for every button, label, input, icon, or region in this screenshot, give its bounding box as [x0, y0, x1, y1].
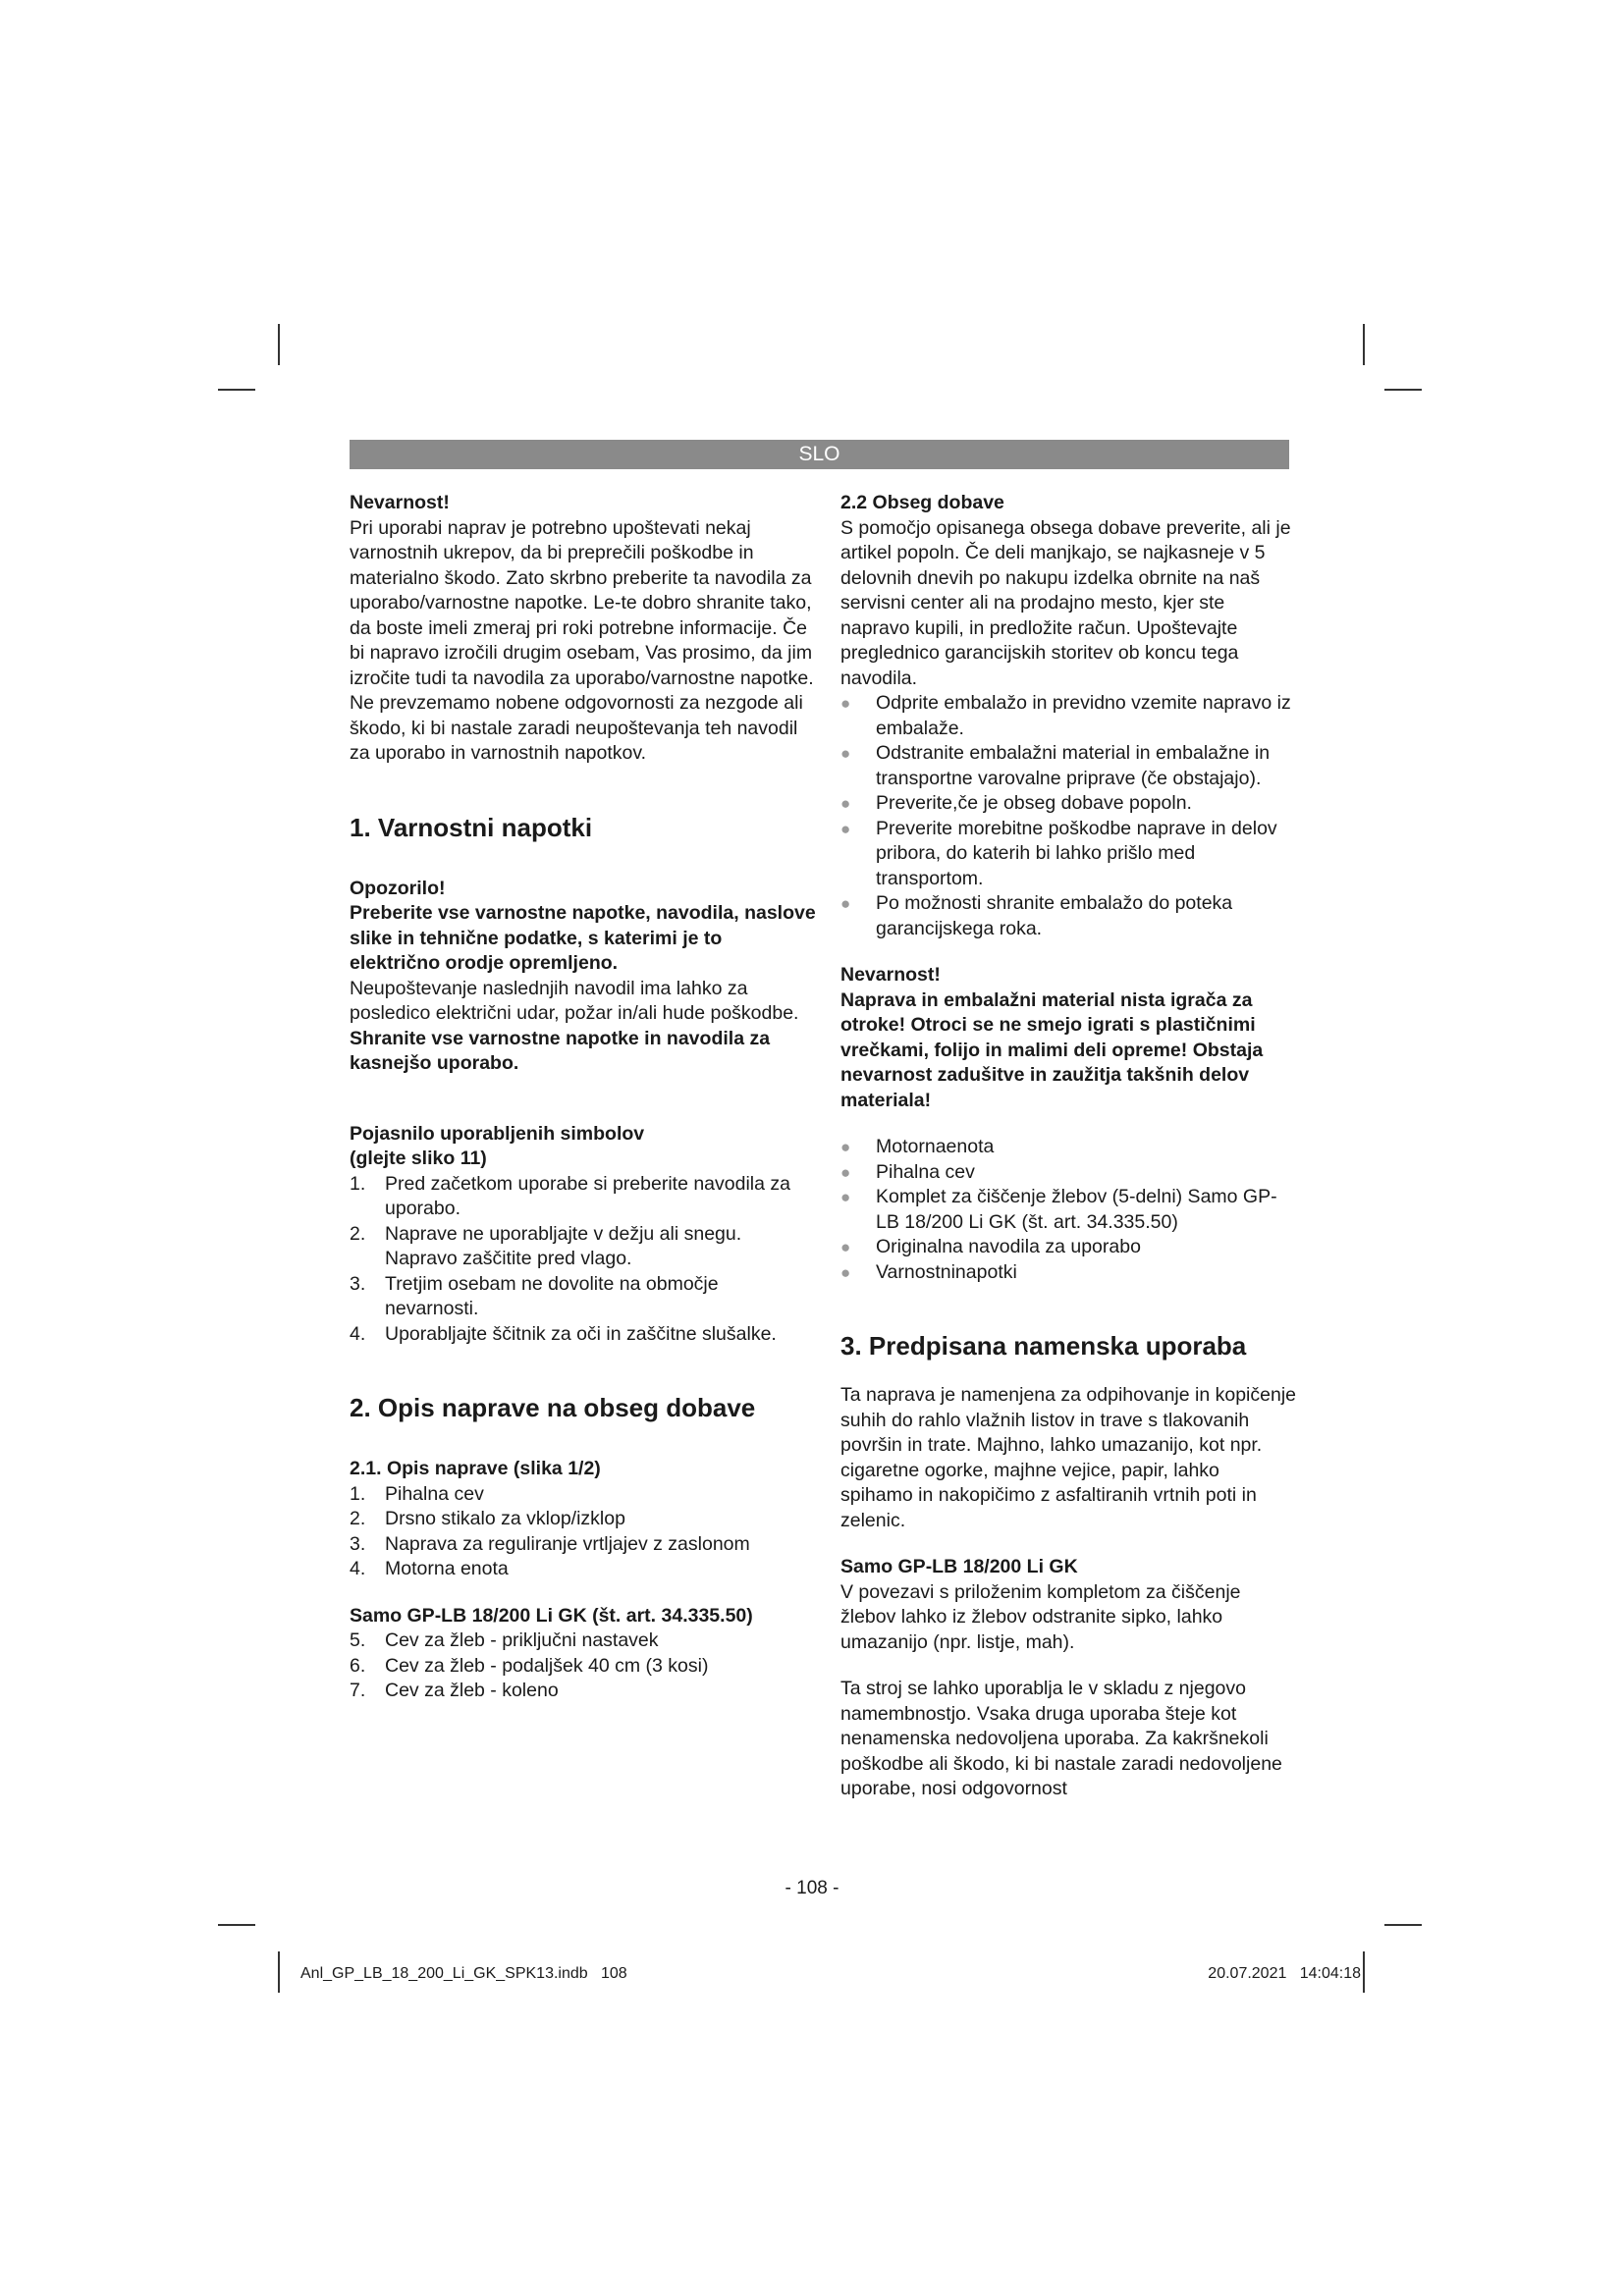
crop-mark	[278, 324, 280, 365]
section-3-title: 3. Predpisana namenska uporaba	[840, 1331, 1247, 1361]
list-item: 3. Naprava za reguliranje vrtljajev z zaslonom	[350, 1532, 750, 1555]
list-item: 1. Pred začetkom uporabe si preberite navodila za uporabo.	[350, 1172, 790, 1219]
footer-timestamp: 20.07.2021 14:04:18	[1208, 1965, 1361, 1982]
list-item: ● Preverite,če je obseg dobave popoln.	[840, 792, 1192, 814]
danger-2-title: Nevarnost!	[840, 964, 941, 986]
delivery-list	[840, 1135, 1297, 1285]
list-item: 2. Drsno stikalo za vklop/izklop	[350, 1508, 625, 1529]
list-item: 2. Naprave ne uporabljajte v dežju ali snegu. Napravo zaščitite pred vlago.	[350, 1222, 742, 1269]
warning-bold-text-2: Shranite vse varnostne napotke in navodila za kasnejšo uporabo.	[350, 1027, 771, 1074]
section-3-text: Ta naprava je namenjena za odpihovanje in kopičenje suhih do rahlo vlažnih listov in trave s tlakovanih površin in trate. Majhno, lahko umazanijo, kot npr. cigaretne ogorke, majhne vejice, papir, lahko spihamo in nakopičimo z asfaltiranih vrtnih poti in zelenic.	[840, 1384, 1296, 1531]
crop-mark	[278, 1951, 280, 1993]
footer-filename: Anl_GP_LB_18_200_Li_GK_SPK13.indb 108	[300, 1965, 627, 1982]
list-item: 4. Uporabljajte ščitnik za oči in zaščitne slušalke.	[350, 1322, 777, 1345]
crop-mark	[1363, 1951, 1365, 1993]
gp-model-text: V povezavi s priloženim kompletom za čiščenje žlebov lahko iz žlebov odstranite sipko, lahko umazanijo (npr. listje, mah).	[840, 1580, 1241, 1653]
crop-mark	[1363, 324, 1365, 365]
danger-2-text: Naprava in embalažni material nista igrača za otroke! Otroci se ne smejo igrati s plastičnimi vrečkami, folijo in malimi deli opreme! Obstaja nevarnost zadušitve in zaužitja takšnih delov materiala!	[840, 988, 1264, 1111]
list-item: ● Odprite embalažo in previdno vzemite napravo iz embalaže.	[840, 692, 1291, 739]
intended-use-text: Ta stroj se lahko uporablja le v skladu z njegovo namembnostjo. Vsaka druga uporaba šteje kot nenamenska nedovoljena uporaba. Za kakršnekoli poškodbe ali škodo, ki bi nastale zaradi nedovoljene uporabe, nosi odgovornost	[840, 1678, 1282, 1799]
list-item: ● Motornaenota	[840, 1136, 995, 1157]
section-1-title: 1. Varnostni napotki	[350, 812, 593, 842]
list-item: ● Po možnosti shranite embalažo do poteka garancijskega roka.	[840, 892, 1233, 939]
list-item: ● Varnostninapotki	[840, 1260, 1017, 1283]
symbols-list	[350, 1172, 816, 1348]
warning-bold-text: Preberite vse varnostne napotke, navodila, naslove slike in tehnične podatke, s katerimi je to električno orodje opremljeno.	[350, 902, 816, 974]
list-item: ● Odstranite embalažni material in embalažne in transportne varovalne priprave (če obstajajo).	[840, 742, 1271, 789]
crop-mark	[218, 1924, 255, 1926]
warning-text: Neupoštevanje naslednjih navodil ima lahko za posledico električni udar, požar in/ali hude poškodbe.	[350, 977, 799, 1024]
crop-mark	[218, 389, 255, 391]
gp-model-title-2: Samo GP-LB 18/200 Li GK	[840, 1556, 1078, 1577]
parts-list	[350, 1482, 816, 1582]
subsection-2-2-text: S pomočjo opisanega obsega dobave preverite, ali je artikel popoln. Če deli manjkajo, se najkasneje v 5 delovnih dnevih po nakupu izdelka obrnite na naš servisni center ali na prodajno mesto, kjer ste napravo kupili, in predložite račun. Upoštevajte preglednico garancijskih storitev ob koncu tega navodila.	[840, 516, 1291, 689]
list-item: 5. Cev za žleb - priključni nastavek	[350, 1629, 659, 1651]
list-item: ● Pihalna cev	[840, 1160, 975, 1183]
list-item: 4. Motorna enota	[350, 1558, 509, 1579]
subsection-2-2-title: 2.2 Obseg dobave	[840, 492, 1004, 513]
list-item: 1. Pihalna cev	[350, 1482, 484, 1505]
list-item: 3. Tretjim osebam ne dovolite na območje nevarnosti.	[350, 1272, 719, 1319]
unpacking-steps-list	[840, 691, 1297, 941]
list-item: ● Komplet za čiščenje žlebov (5-delni) Samo GP-LB 18/200 Li GK (št. art. 34.335.50)	[840, 1186, 1277, 1233]
crop-mark	[1384, 389, 1422, 391]
warning-title: Opozorilo!	[350, 877, 446, 899]
list-item: 6. Cev za žleb - podaljšek 40 cm (3 kosi)	[350, 1654, 709, 1677]
list-item: 7. Cev za žleb - koleno	[350, 1680, 559, 1701]
gp-model-title: Samo GP-LB 18/200 Li GK (št. art. 34.335.50)	[350, 1604, 753, 1627]
symbols-subtitle: (glejte sliko 11)	[350, 1148, 487, 1169]
language-header: SLO	[350, 440, 1289, 469]
subsection-2-1-title: 2.1. Opis naprave (slika 1/2)	[350, 1458, 601, 1479]
section-2-title: 2. Opis naprave na obseg dobave	[350, 1393, 756, 1422]
page-number: - 108 -	[785, 1878, 839, 1898]
symbols-title: Pojasnilo uporabljenih simbolov	[350, 1122, 645, 1145]
crop-mark	[1384, 1924, 1422, 1926]
danger-title: Nevarnost!	[350, 492, 450, 513]
list-item: ● Originalna navodila za uporabo	[840, 1236, 1141, 1257]
list-item: ● Preverite morebitne poškodbe naprave in delov pribora, do katerih bi lahko prišlo med transportom.	[840, 817, 1277, 889]
danger-text: Pri uporabi naprav je potrebno upoštevati nekaj varnostnih ukrepov, da bi preprečili poškodbe in materialno škodo. Zato skrbno preberite ta navodila za uporabo/varnostne napotke. Le-te dobro shranite tako, da boste imeli zmeraj pri roki potrebne informacije. Če bi napravo izročili drugim osebam, Vas prosimo, da jim izročite tudi ta navodila za uporabo/varnostne napotke. Ne prevzemamo nobene odgovornosti za nezgode ali škodo, ki bi nastale zaradi neupoštevanja teh navodil za uporabo in varnostnih napotkov.	[350, 516, 814, 764]
right-column	[840, 491, 1297, 1802]
gp-parts-list	[350, 1629, 816, 1704]
left-column	[350, 491, 816, 1704]
